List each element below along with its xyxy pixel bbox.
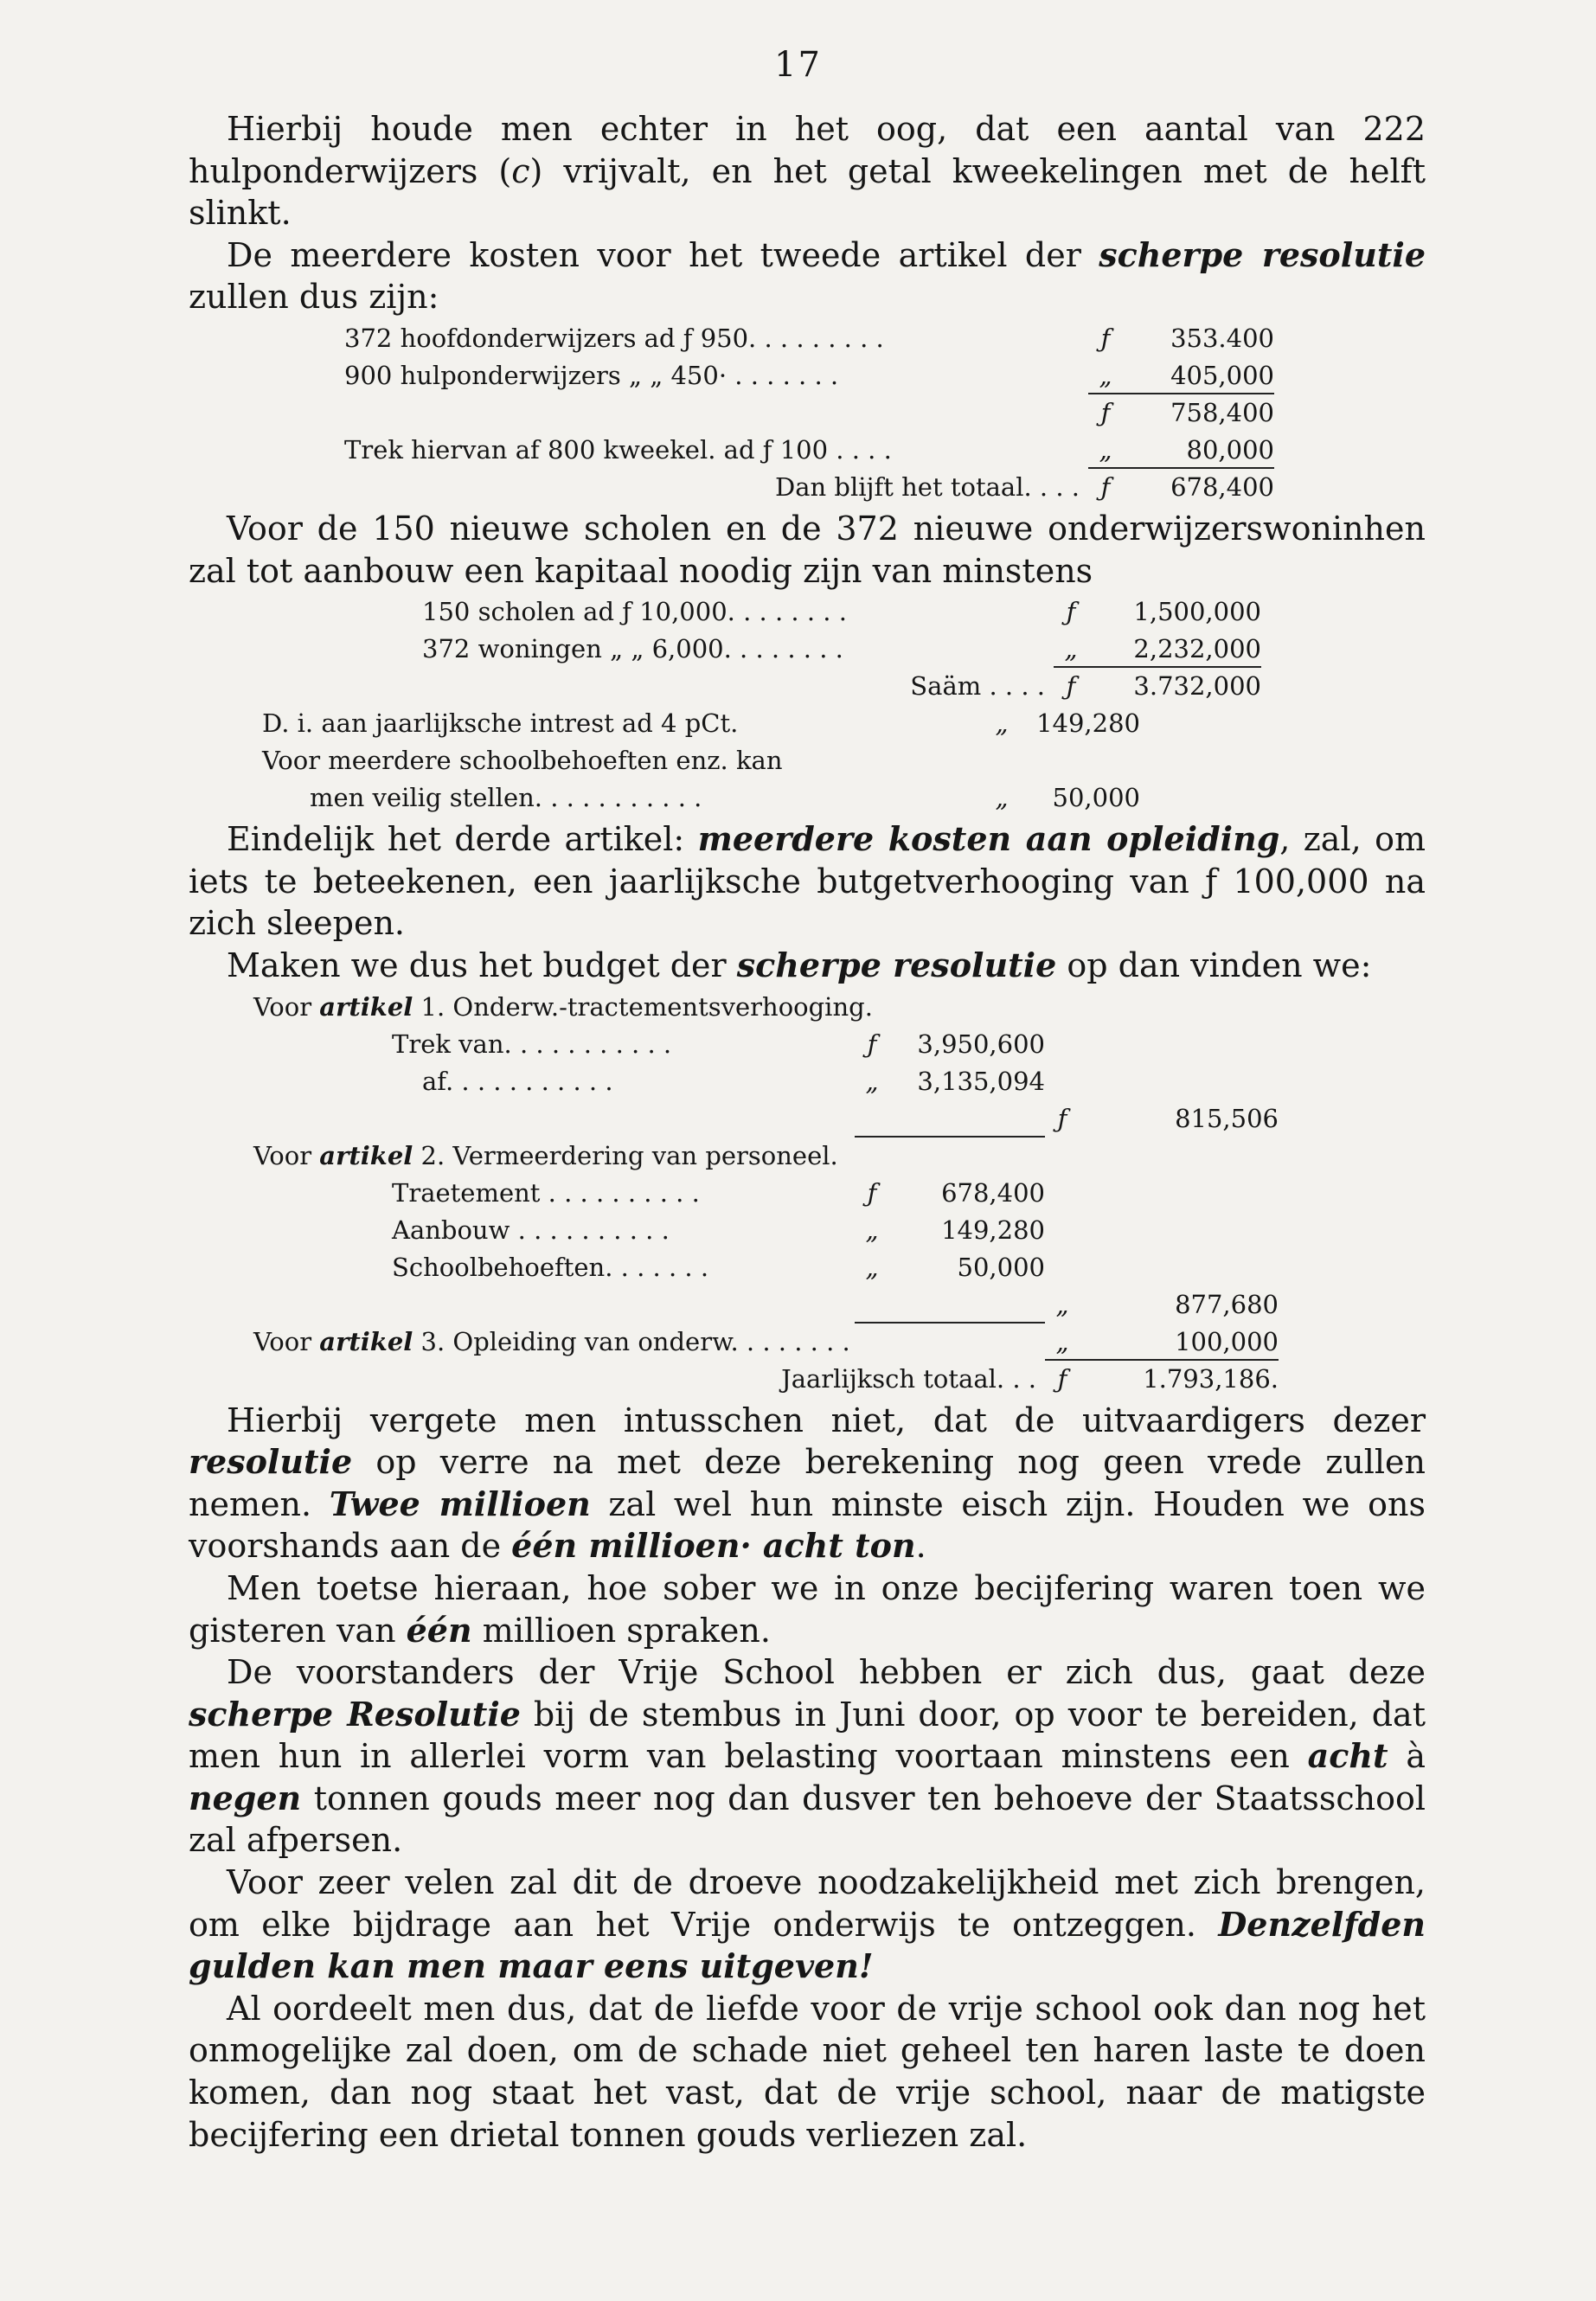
calc-amount: 758,400 bbox=[1170, 397, 1274, 427]
budget-heading-emphasis: artikel bbox=[319, 1326, 413, 1356]
currency-sign: ƒ bbox=[1066, 597, 1076, 627]
paragraph-8 bbox=[189, 1651, 1426, 1862]
paragraph-1 bbox=[189, 108, 1426, 234]
calc-amount: 678,400 bbox=[941, 1177, 1045, 1208]
calc-label: 372 woningen „ „ 6,000. . . . . . . . bbox=[422, 634, 843, 664]
budget-grand-total bbox=[189, 1361, 1426, 1398]
para6-emphasis: resolutie bbox=[189, 1442, 353, 1482]
para8-text: à bbox=[1388, 1737, 1426, 1776]
currency-sign: „ bbox=[1099, 360, 1112, 390]
calc-row-total bbox=[189, 668, 1426, 705]
calc-row-total bbox=[189, 469, 1426, 506]
currency-sign: „ bbox=[1064, 634, 1078, 664]
calc-label: Traetement . . . . . . . . . . bbox=[392, 1177, 700, 1208]
calc-row bbox=[189, 631, 1426, 668]
budget-heading-article-3 bbox=[189, 1324, 1426, 1361]
budget-heading-text: Voor bbox=[253, 991, 320, 1022]
calc-table-second-article bbox=[189, 320, 1426, 506]
calc-label: Dan blijft het totaal. . . . bbox=[774, 471, 1080, 502]
calc-row bbox=[189, 705, 1426, 742]
currency-sign: „ bbox=[995, 783, 1009, 813]
currency-sign: ƒ bbox=[1057, 1363, 1067, 1394]
currency-sign: „ bbox=[865, 1215, 879, 1245]
calc-row-subtotal bbox=[189, 1100, 1426, 1138]
budget-heading-article-2 bbox=[189, 1138, 1426, 1175]
calc-label: 900 hulponderwijzers „ „ 450· . . . . . . . bbox=[344, 360, 839, 390]
currency-sign: „ bbox=[1055, 1326, 1069, 1356]
calc-amount: 100,000 bbox=[1175, 1326, 1279, 1356]
calc-amount: 2,232,000 bbox=[1133, 634, 1261, 664]
calc-label: 372 hoofdonderwijzers ad ƒ 950. . . . . . . . . bbox=[344, 323, 884, 353]
calc-label: 150 scholen ad ƒ 10,000. . . . . . . . bbox=[422, 597, 847, 627]
paragraph-5 bbox=[189, 945, 1426, 987]
paragraph-9 bbox=[189, 1862, 1426, 1988]
currency-sign: „ bbox=[865, 1066, 879, 1096]
currency-sign: „ bbox=[865, 1252, 879, 1282]
para5-emphasis: scherpe resolutie bbox=[736, 945, 1057, 984]
currency-sign: ƒ bbox=[1100, 397, 1111, 427]
para6-emphasis: Twee millioen bbox=[329, 1484, 591, 1523]
calc-row bbox=[189, 320, 1426, 357]
calc-amount: 353.400 bbox=[1170, 323, 1274, 353]
calc-row bbox=[189, 742, 1426, 779]
budget-heading-text: Voor bbox=[253, 1326, 320, 1356]
paragraph-4 bbox=[189, 818, 1426, 945]
calc-amount: 877,680 bbox=[1175, 1289, 1279, 1319]
paragraph-2 bbox=[189, 234, 1426, 318]
calc-row-subtotal bbox=[189, 1286, 1426, 1324]
calc-row bbox=[189, 1026, 1426, 1063]
calc-amount: 50,000 bbox=[957, 1252, 1045, 1282]
calc-amount: 50,000 bbox=[1052, 783, 1140, 813]
calc-row bbox=[189, 1175, 1426, 1212]
para6-text: op verre na met deze berekening nog geen vrede zullen nemen. bbox=[189, 1443, 1426, 1523]
para9-emphasis: Denzelfden gulden kan men maar eens uitgeven! bbox=[189, 1904, 1426, 1986]
currency-sign: ƒ bbox=[1057, 1103, 1067, 1133]
budget-heading-text: 1. Onderw.-tractementsverhooging. bbox=[413, 991, 873, 1022]
calc-row bbox=[189, 432, 1426, 469]
para7-text: millioen spraken. bbox=[471, 1611, 771, 1650]
calc-label: Saäm . . . . bbox=[910, 671, 1045, 702]
calc-amount: 405,000 bbox=[1170, 360, 1274, 390]
calc-row bbox=[189, 1212, 1426, 1249]
currency-sign: ƒ bbox=[867, 1177, 877, 1208]
calc-label: Trek van. . . . . . . . . . . bbox=[392, 1029, 672, 1059]
currency-sign: ƒ bbox=[1066, 671, 1076, 702]
para5-text-b: op dan vinden we: bbox=[1056, 945, 1372, 984]
currency-sign: „ bbox=[995, 708, 1009, 739]
para4-text-a: Eindelijk het derde artikel: bbox=[227, 820, 698, 859]
currency-sign: „ bbox=[1099, 434, 1112, 465]
para8-emphasis: acht bbox=[1307, 1736, 1388, 1776]
grand-total-label: Jaarlijksch totaal. . . bbox=[781, 1363, 1036, 1394]
calc-label: Voor meerdere schoolbehoeften enz. kan bbox=[262, 746, 783, 776]
para8-text: bij de stembus in Juni door, op voor te bereiden, dat men hun in allerlei vorm van belasting voortaan minstens een bbox=[189, 1695, 1426, 1776]
para2-text-a: De meerdere kosten voor het tweede artikel der bbox=[227, 235, 1099, 274]
calc-amount: 3,950,600 bbox=[917, 1029, 1045, 1059]
para7-text: Men toetse hieraan, hoe sober we in onze becijfering waren toen we gisteren van bbox=[189, 1568, 1426, 1650]
budget-table bbox=[189, 989, 1426, 1398]
currency-sign: ƒ bbox=[1100, 471, 1111, 502]
para1-text-a: Hierbij houde men echter in het oog, dat een aantal van 222 hulponderwijzers ( bbox=[189, 110, 1426, 190]
calc-amount: 678,400 bbox=[1170, 471, 1274, 502]
para7-emphasis: één bbox=[406, 1610, 472, 1650]
calc-row bbox=[189, 593, 1426, 631]
calc-table-interest bbox=[189, 705, 1426, 817]
para2-text-b: zullen dus zijn: bbox=[189, 278, 439, 317]
para6-text: zal wel hun minste eisch zijn. Houden we ons voorshands aan de bbox=[189, 1484, 1426, 1566]
budget-heading-text: Voor bbox=[253, 1140, 320, 1170]
calc-label: af. . . . . . . . . . . bbox=[422, 1066, 613, 1096]
calc-row bbox=[189, 357, 1426, 394]
budget-heading-text: 3. Opleiding van onderw. . . . . . . . bbox=[413, 1326, 850, 1356]
para8-emphasis: negen bbox=[189, 1778, 302, 1817]
para9-text: Voor zeer velen zal dit de droeve noodzakelijkheid met zich brengen, om elke bijdrage aan het Vrije onderwijs te ontzeggen. bbox=[189, 1863, 1426, 1944]
calc-row bbox=[189, 779, 1426, 817]
budget-heading-emphasis: artikel bbox=[319, 1140, 413, 1170]
currency-sign: ƒ bbox=[867, 1029, 877, 1059]
calc-amount: 3,135,094 bbox=[917, 1066, 1045, 1096]
para8-emphasis: scherpe Resolutie bbox=[189, 1694, 521, 1734]
calc-label: Trek hiervan af 800 kweekel. ad ƒ 100 . . . . bbox=[344, 434, 892, 465]
budget-heading-article-1 bbox=[189, 989, 1426, 1026]
para1-text-b: ) vrijvalt, en het getal kweekelingen met de helft slinkt. bbox=[189, 151, 1426, 233]
para6-text: . bbox=[915, 1527, 926, 1566]
currency-sign: „ bbox=[1055, 1289, 1069, 1319]
calc-table-buildings bbox=[189, 593, 1426, 705]
para4-text-b: , zal, om iets te beteekenen, een jaarlijksche butgetverhooging van ƒ 100,000 na zich sleepen. bbox=[189, 820, 1426, 943]
page-number: 17 bbox=[774, 45, 822, 85]
calc-amount: 3.732,000 bbox=[1133, 671, 1261, 702]
calc-amount: 149,280 bbox=[941, 1215, 1045, 1245]
para4-emphasis: meerdere kosten aan opleiding bbox=[697, 819, 1280, 859]
calc-label: Schoolbehoeften. . . . . . . bbox=[392, 1252, 709, 1282]
calc-row bbox=[189, 1063, 1426, 1100]
para6-emphasis: één millioen· acht ton bbox=[511, 1526, 916, 1566]
page-body bbox=[189, 108, 1426, 2156]
para6-text: Hierbij vergete men intusschen niet, dat de uitvaardigers dezer bbox=[227, 1400, 1426, 1439]
budget-heading-text: 2. Vermeerdering van personeel. bbox=[413, 1140, 838, 1170]
calc-amount: 80,000 bbox=[1186, 434, 1274, 465]
calc-row-subtotal bbox=[189, 394, 1426, 432]
para5-text-a: Maken we dus het budget der bbox=[227, 945, 737, 984]
calc-amount: 149,280 bbox=[1036, 708, 1140, 739]
calc-label: D. i. aan jaarlijksche intrest ad 4 pCt. bbox=[262, 708, 739, 739]
calc-label: men veilig stellen. . . . . . . . . . . bbox=[310, 783, 702, 813]
grand-total-amount: 1.793,186. bbox=[1143, 1363, 1279, 1394]
para8-text: De voorstanders der Vrije School hebben er zich dus, gaat deze bbox=[227, 1653, 1426, 1692]
budget-heading-emphasis: artikel bbox=[319, 991, 413, 1022]
para1-footnote-c: c bbox=[511, 151, 530, 190]
paragraph-7 bbox=[189, 1567, 1426, 1651]
calc-row bbox=[189, 1249, 1426, 1286]
paragraph-6 bbox=[189, 1400, 1426, 1567]
calc-amount: 1,500,000 bbox=[1133, 597, 1261, 627]
paragraph-10: Al oordeelt men dus, dat de liefde voor de vrije school ook dan nog het onmogelijke zal doen, om de schade niet geheel ten haren laste te doen komen, dan nog staat het vast, dat de vrije school, naar de matigste becijfering een drietal tonnen gouds verliezen zal. bbox=[189, 1989, 1426, 2154]
para2-emphasis: scherpe resolutie bbox=[1099, 234, 1426, 274]
currency-sign: ƒ bbox=[1100, 323, 1111, 353]
paragraph-3: Voor de 150 nieuwe scholen en de 372 nieuwe onderwijzerswoninhen zal tot aanbouw een kapitaal noodig zijn van minstens bbox=[189, 509, 1426, 590]
para8-text: tonnen gouds meer nog dan dusver ten behoeve der Staatsschool zal afpersen. bbox=[189, 1779, 1426, 1860]
calc-amount: 815,506 bbox=[1175, 1103, 1279, 1133]
calc-label: Aanbouw . . . . . . . . . . bbox=[392, 1215, 670, 1245]
